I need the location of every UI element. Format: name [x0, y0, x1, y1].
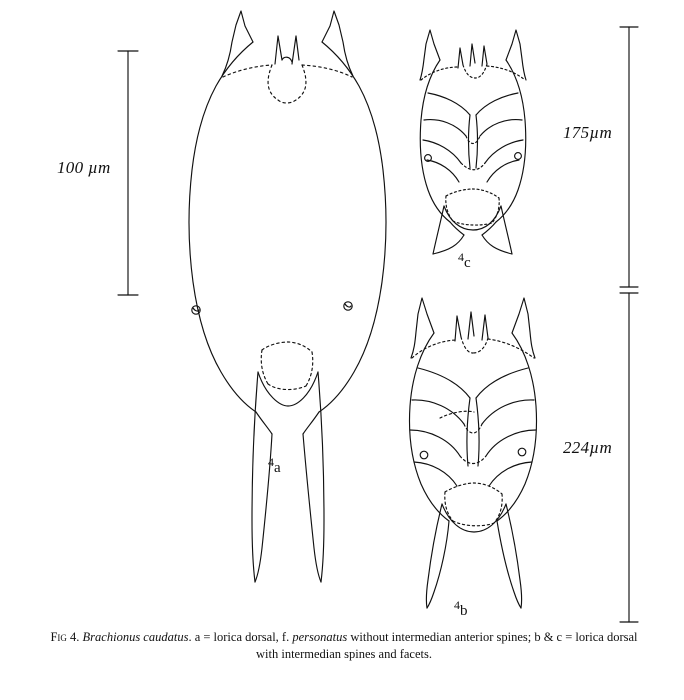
panel-label-4c	[458, 250, 471, 272]
caption-text-1: . a = lorica dorsal, f.	[188, 630, 293, 644]
scale-bar-224um	[620, 293, 638, 622]
caption-form-name: personatus	[292, 630, 348, 644]
panel-label-4c-main: c	[464, 255, 471, 271]
scale-label-100um: 100 µm	[57, 158, 111, 177]
caption-text-2: without intermedian anterior spines; b & c = lorica dorsal	[347, 630, 638, 644]
scale-label-175um: 175µm	[563, 123, 613, 142]
scale-bar-175um	[620, 27, 638, 287]
panel-label-4b	[454, 598, 468, 620]
figure-caption	[26, 629, 662, 662]
panel-c-drawing	[420, 30, 526, 254]
panel-a-drawing	[189, 11, 386, 582]
caption-line-2: with intermedian spines and facets.	[256, 646, 432, 661]
caption-species-name: Brachionus caudatus	[82, 630, 189, 644]
panel-label-4a-main: a	[274, 460, 281, 476]
panel-label-4a-sup: 4	[268, 455, 274, 469]
panel-label-4b-main: b	[460, 603, 468, 619]
scale-label-224um: 224µm	[563, 438, 613, 457]
panel-b-drawing	[409, 298, 536, 608]
caption-figure-number: Fig 4.	[50, 630, 80, 644]
panel-label-4b-sup: 4	[454, 598, 460, 612]
scale-bar-100um	[118, 51, 138, 295]
panel-label-4a	[268, 455, 281, 477]
panel-label-4c-sup: 4	[458, 250, 464, 264]
